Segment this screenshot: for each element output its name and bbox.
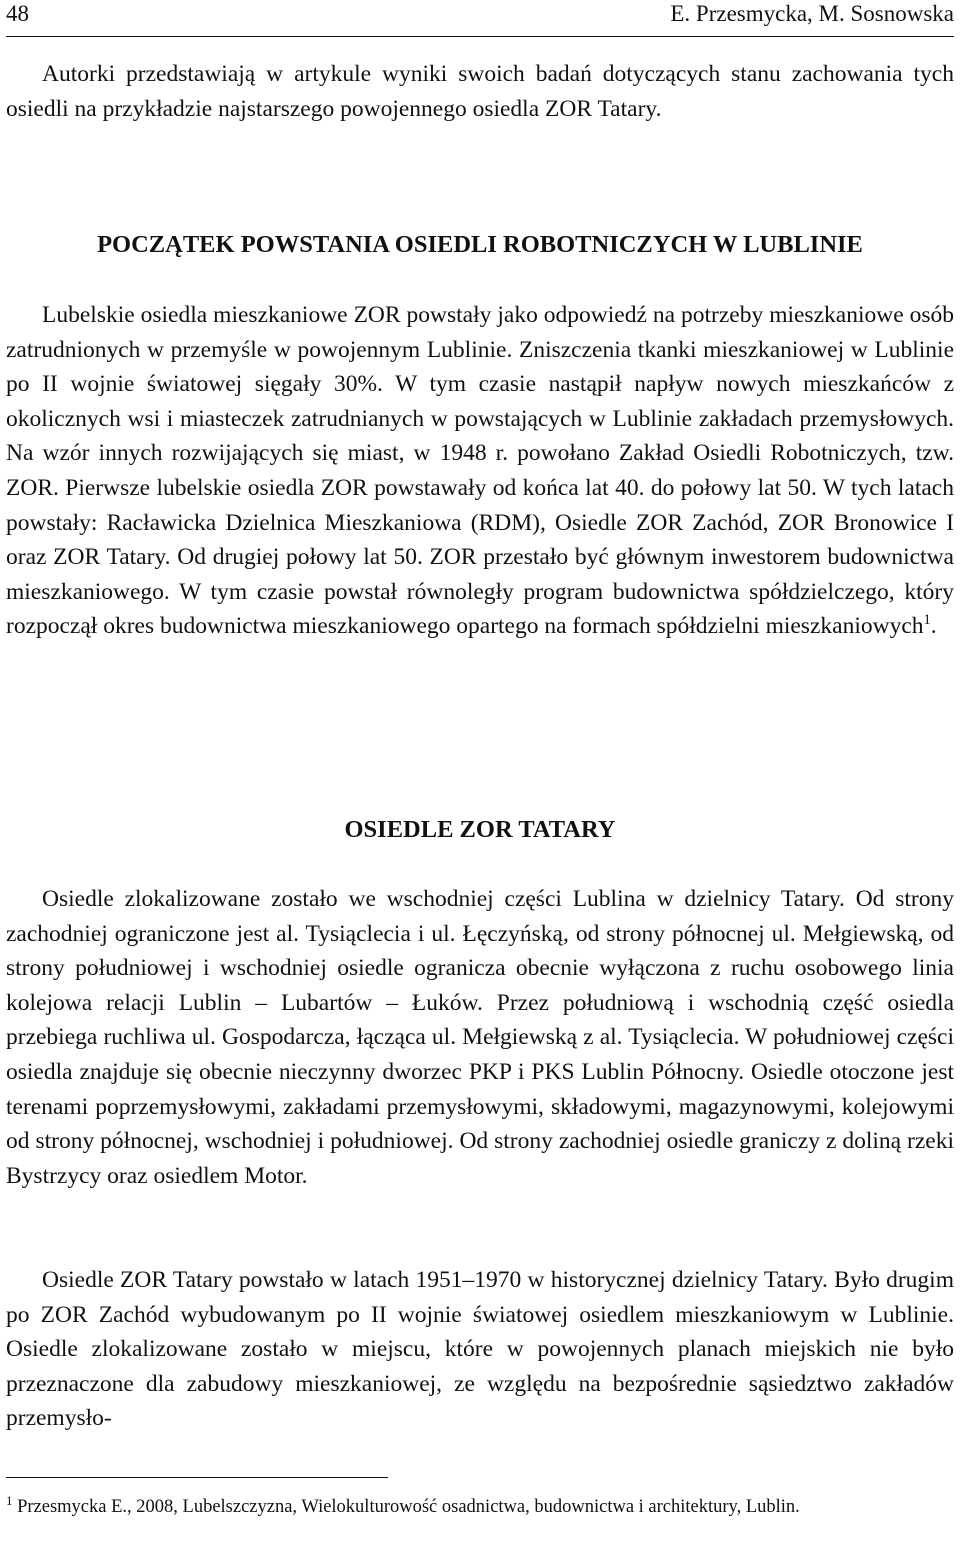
section-heading-zor-tatary: OSIEDLE ZOR TATARY (344, 816, 616, 843)
section-origins-text: Lubelskie osiedla mieszkaniowe ZOR powstały jako odpowiedź na potrzeby mieszkaniowe osób zatrudnionych w przemyśle w powojennym Lublinie. Zniszczenia tkanki mieszkaniowej w Lublinie po II wojnie światowej sięgały 30%. W tym czasie nastąpił napływ nowych mieszkańców z okolicznych wsi i miasteczek zatrudnianych w powstających w Lublinie zakładach przemysłowych. Na wzór innych rozwijających się miast, w 1948 r. powołano Zakład Osiedli Robotniczych, tzw. ZOR. Pierwsze lubelskie osiedla ZOR powstawały od końca lat 40. do połowy lat 50. W tych latach powstały: Racławicka Dzielnica Mieszkaniowa (RDM), Osiedle ZOR Zachód, ZOR Bronowice I oraz ZOR Tatary. Od drugiej połowy lat 50. ZOR przestało być głównym inwestorem budownictwa mieszkaniowego. W tym czasie powstał równoległy program budownictwa spółdzielczego, który rozpoczął okres budownictwa mieszkaniowego opartego na formach spółdzielni mieszkaniowych (6, 302, 954, 640)
section-heading-origins: POCZĄTEK POWSTANIA OSIEDLI ROBOTNICZYCH W LUBLINIE (97, 231, 863, 258)
page-number: 48 (6, 1, 29, 26)
zor-tatary-paragraph-1: Osiedle zlokalizowane zostało we wschodniej części Lublina w dzielnicy Tatary. Od strony zachodniej ograniczone jest al. Tysiąclecia i ul. Łęczyńską, od strony północnej ul. Mełgiewską, od strony południowej i wschodniej osiedle ogranicza obecnie wyłączona z ruchu osobowego linia kolejowa relacji Lublin – Lubartów – Łuków. Przez południową i wschodnią część osiedla przebiega ruchliwa ul. Gospodarcza, łącząca ul. Mełgiewską z al. Tysiąclecia. W południowej części osiedla znajduje się obecnie nieczynny dworzec PKP i PKS Lublin Północny. Osiedle otoczone jest terenami poprzemysłowymi, zakładami przemysłowymi, składowymi, magazynowymi, kolejowymi od strony północnej, wschodniej i południowej. Od strony zachodniej osiedle graniczy z doliną rzeki Bystrzycy oraz osiedlem Motor. (6, 886, 954, 1189)
footnote-text: Przesmycka E., 2008, Lubelszczyzna, Wielokulturowość osadnictwa, budownictwa i architektury, Lublin. (17, 1497, 800, 1517)
footnote-rule (6, 1477, 388, 1478)
footnote-reference: 1 (923, 612, 931, 629)
intro-paragraph: Autorki przedstawiają w artykule wyniki swoich badań dotyczących stanu zachowania tych osiedli na przykładzie najstarszego powojennego osiedla ZOR Tatary. (6, 61, 954, 122)
footnote (6, 1492, 954, 1522)
zor-tatary-paragraph-2: Osiedle ZOR Tatary powstało w latach 1951–1970 w historycznej dzielnicy Tatary. Było drugim po ZOR Zachód wybudowanym po II wojnie światowej osiedlem mieszkaniowym w Lublinie. Osiedle zlokalizowane zostało w miejscu, które w powojennych planach miejskich nie było przeznaczone dla zabudowy mieszkaniowej, ze względu na bezpośrednie sąsiedztwo zakładów przemysło- (6, 1267, 954, 1432)
section-origins-paragraph (6, 298, 954, 644)
running-header-authors: E. Przesmycka, M. Sosnowska (670, 1, 954, 26)
footnote-number: 1 (6, 1492, 13, 1508)
header-rule (6, 36, 954, 37)
section-origins-end: . (930, 613, 937, 640)
